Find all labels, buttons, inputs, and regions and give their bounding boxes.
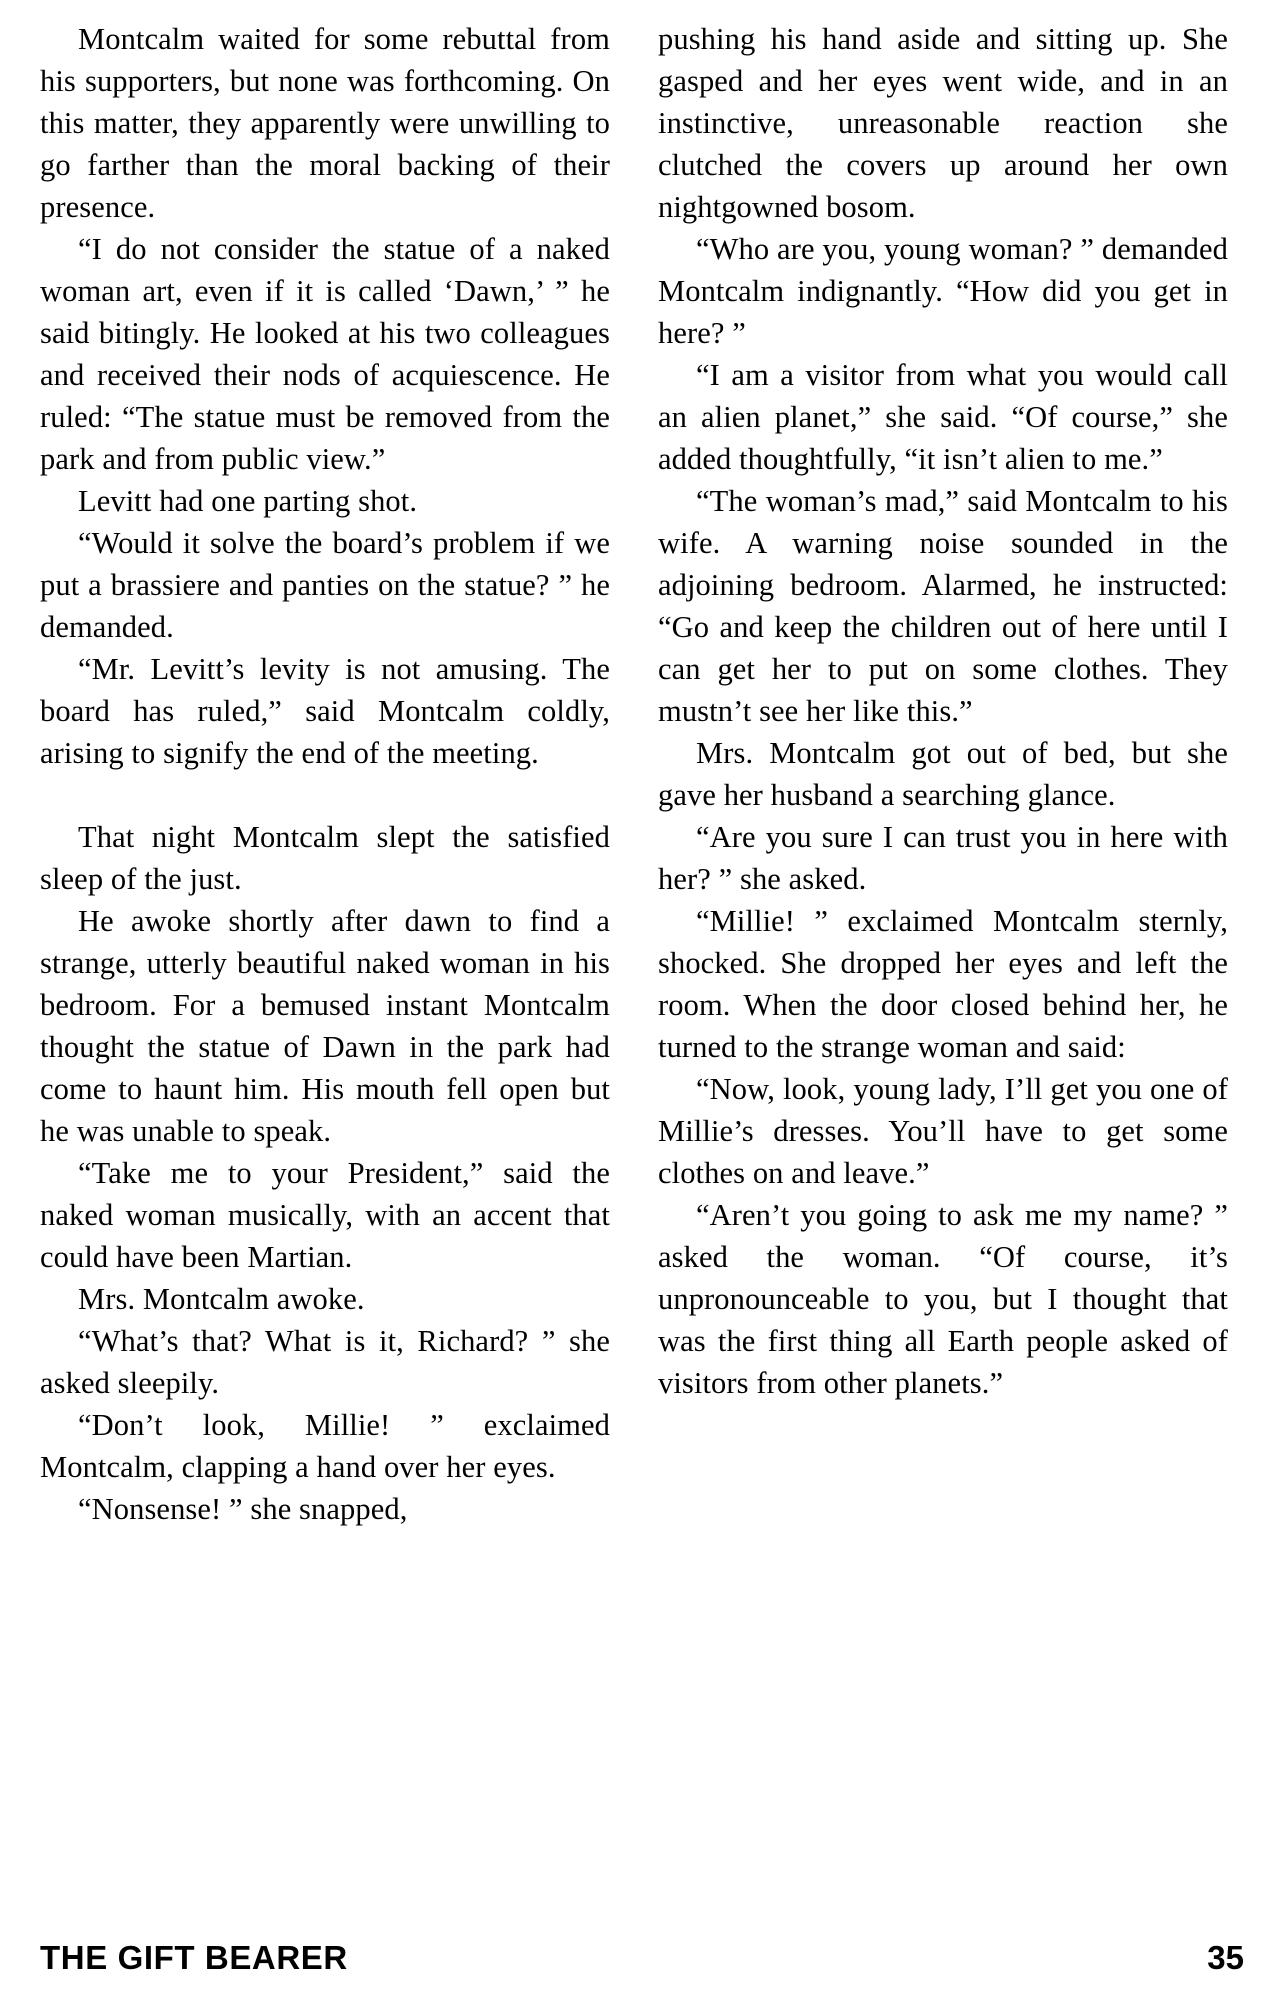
paragraph: Mrs. Montcalm got out of bed, but she gave her husband a searching glance. xyxy=(658,736,1228,812)
paragraph: “Who are you, young woman? ” demanded Montcalm indignantly. “How did you get in here? ” xyxy=(658,232,1228,350)
paragraph: “Don’t look, Millie! ” exclaimed Montcalm, clapping a hand over her eyes. xyxy=(40,1408,610,1484)
right-column xyxy=(658,18,1228,1404)
paragraph: Levitt had one parting shot. xyxy=(78,484,418,518)
page-number: 35 xyxy=(1207,1939,1244,1976)
paragraph: Mrs. Montcalm awoke. xyxy=(78,1282,365,1316)
paragraph: “I do not consider the statue of a naked woman art, even if it is called ‘Dawn,’ ” he said bitingly. He looked at his two colleagues and received their nods of acquiescence. He ruled: “The statue must be removed from the park and from public view.” xyxy=(40,232,610,476)
paragraph: He awoke shortly after dawn to find a strange, utterly beautiful naked woman in his bedroom. For a bemused instant Montcalm thought the statue of Dawn in the park had come to haunt him. His mouth fell open but he was unable to speak. xyxy=(40,904,610,1148)
paragraph: “I am a visitor from what you would call an alien planet,” she said. “Of course,” she added thoughtfully, “it isn’t alien to me.” xyxy=(658,358,1228,476)
paragraph: “Nonsense! ” she snapped, xyxy=(78,1492,408,1526)
paragraph: “Millie! ” exclaimed Montcalm sternly, shocked. She dropped her eyes and left the room. When the door closed behind her, he turned to the strange woman and said: xyxy=(658,904,1228,1064)
paragraph: “Mr. Levitt’s levity is not amusing. The board has ruled,” said Montcalm coldly, arising to signify the end of the meeting. xyxy=(40,652,610,770)
paragraph: “Would it solve the board’s problem if we put a brassiere and panties on the statue? ” he demanded. xyxy=(40,526,610,644)
page-footer xyxy=(40,1929,1244,1977)
paragraph: Montcalm waited for some rebuttal from his supporters, but none was forthcoming. On this matter, they apparently were unwilling to go farther than the moral backing of their presence. xyxy=(40,22,610,224)
paragraph: “The woman’s mad,” said Montcalm to his wife. A warning noise sounded in the adjoining bedroom. Alarmed, he instructed: “Go and keep the children out of here until I can get her to put on some clothes. They mustn’t see her like this.” xyxy=(658,484,1228,728)
paragraph: That night Montcalm slept the satisfied sleep of the just. xyxy=(40,820,610,896)
story-title: THE GIFT BEARER xyxy=(40,1939,348,1976)
left-column xyxy=(40,18,610,1530)
paragraph: “Aren’t you going to ask me my name? ” asked the woman. “Of course, it’s unpronounceable to you, but I thought that was the first thing all Earth people asked of visitors from other planets.” xyxy=(658,1198,1228,1400)
paragraph: “Take me to your President,” said the naked woman musically, with an accent that could have been Martian. xyxy=(40,1156,610,1274)
paragraph: “Now, look, young lady, I’ll get you one of Millie’s dresses. You’ll have to get some clothes on and leave.” xyxy=(658,1072,1228,1190)
text-columns xyxy=(40,18,1244,1873)
paragraph: “What’s that? What is it, Richard? ” she asked sleepily. xyxy=(40,1324,610,1400)
paragraph: pushing his hand aside and sitting up. She gasped and her eyes went wide, and in an instinctive, unreasonable reaction she clutched the covers up around her own nightgowned bosom. xyxy=(658,22,1228,224)
paragraph: “Are you sure I can trust you in here with her? ” she asked. xyxy=(658,820,1228,896)
